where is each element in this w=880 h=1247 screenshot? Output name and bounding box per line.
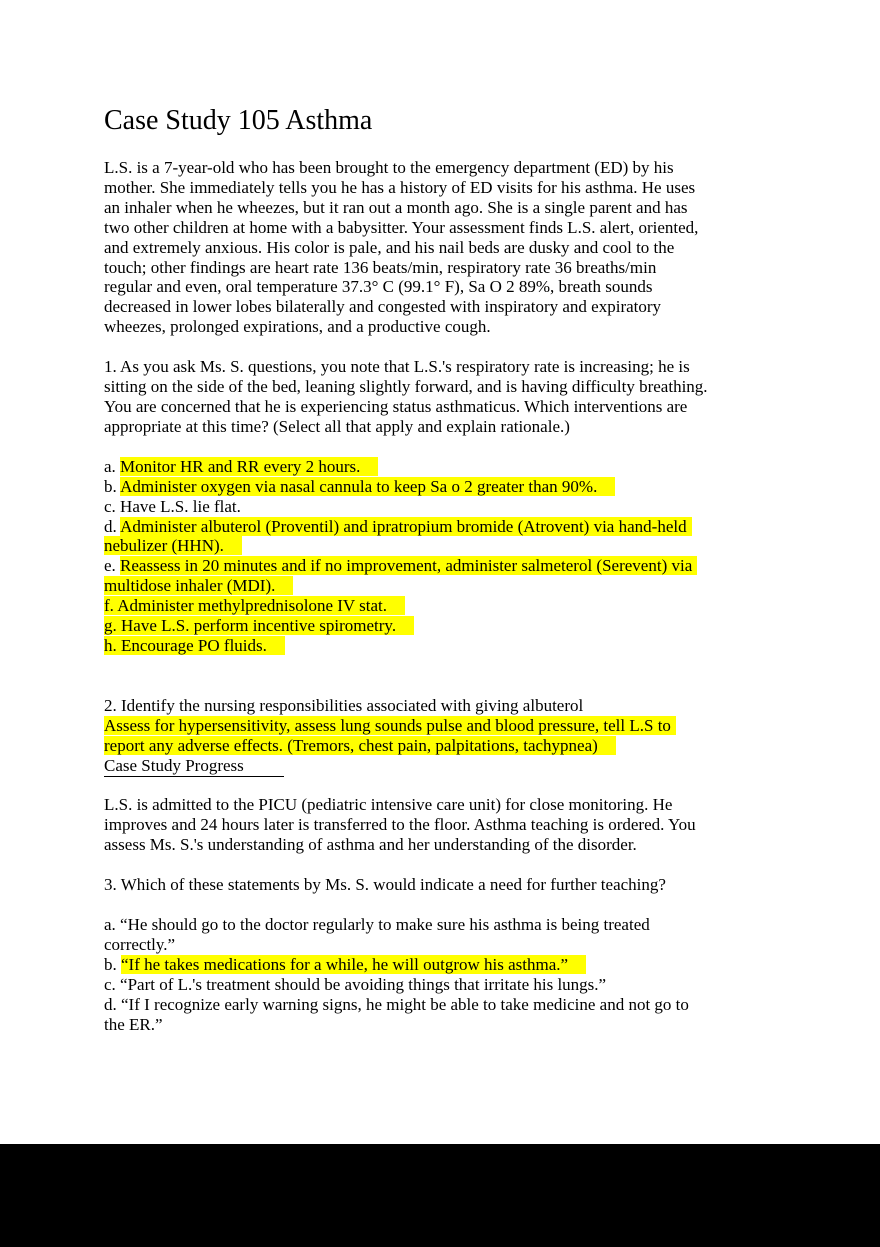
progress-paragraph — [104, 795, 824, 855]
intro-line-5: and extremely anxious. His color is pale, and his nail beds are dusky and cool to the — [104, 237, 675, 257]
question-1-line-4: appropriate at this time? (Select all that apply and explain rationale.) — [104, 416, 570, 436]
option-c: c. Have L.S. lie flat. — [104, 496, 241, 516]
intro-line-3: an inhaler when he wheezes, but it ran out a month ago. She is a single parent and has — [104, 197, 688, 217]
option-e-highlighted-text-1: Reassess in 20 minutes and if no improvement, administer salmeterol (Serevent) via — [120, 556, 697, 575]
intro-line-4: two other children at home with a babysitter. Your assessment finds L.S. alert, oriented, — [104, 217, 699, 237]
q3-option-c: c. “Part of L.'s treatment should be avoiding things that irritate his lungs.” — [104, 974, 607, 994]
question-2-highlighted-answer-2: report any adverse effects. (Tremors, chest pain, palpitations, tachypnea) — [104, 736, 616, 755]
option-d-highlighted-text-1: Administer albuterol (Proventil) and ipratropium bromide (Atrovent) via hand-held — [120, 517, 692, 536]
question-2-block — [104, 696, 824, 776]
q3-option-b-highlighted-text: “If he takes medications for a while, he will outgrow his asthma.” — [121, 955, 586, 974]
question-1-options — [104, 457, 824, 656]
q3-option-d-line-1: d. “If I recognize early warning signs, he might be able to take medicine and not go to — [104, 994, 689, 1014]
question-1-line-3: You are concerned that he is experiencing status asthmaticus. Which interventions are — [104, 396, 688, 416]
progress-line-2: improves and 24 hours later is transferred to the floor. Asthma teaching is ordered. You — [104, 815, 696, 835]
option-b-highlighted-text: Administer oxygen via nasal cannula to keep Sa o 2 greater than 90%. — [120, 477, 615, 496]
option-d-line-2 — [104, 536, 824, 556]
intro-line-9: wheezes, prolonged expirations, and a productive cough. — [104, 317, 491, 337]
option-b — [104, 477, 824, 497]
option-a — [104, 457, 824, 477]
intro-line-6: touch; other findings are heart rate 136 beats/min, respiratory rate 36 breaths/min — [104, 257, 657, 277]
intro-line-1: L.S. is a 7-year-old who has been brought to the emergency department (ED) by his — [104, 158, 674, 177]
progress-line-3: assess Ms. S.'s understanding of asthma and her understanding of the disorder. — [104, 835, 637, 855]
question-3-prompt: 3. Which of these statements by Ms. S. would indicate a need for further teaching? — [104, 875, 666, 895]
option-g — [104, 616, 824, 636]
option-d-highlighted-text-2: nebulizer (HHN). — [104, 536, 242, 555]
intro-paragraph — [104, 158, 824, 337]
option-a-letter: a. — [104, 456, 121, 476]
case-study-progress-underlined-text: Case Study Progress — [104, 756, 284, 777]
option-d-letter: d. — [104, 516, 121, 536]
option-e-line-2 — [104, 576, 824, 596]
question-2-highlighted-answer-1: Assess for hypersensitivity, assess lung sounds pulse and blood pressure, tell L.S to — [104, 716, 676, 735]
question-2-prompt: 2. Identify the nursing responsibilities associated with giving albuterol — [104, 695, 584, 715]
intro-line-7: regular and even, oral temperature 37.3° C (99.1° F), Sa O 2 89%, breath sounds — [104, 277, 653, 297]
option-f-highlighted-text: f. Administer methylprednisolone IV stat. — [104, 596, 405, 615]
question-1-line-2: sitting on the side of the bed, leaning slightly forward, and is having difficulty breathing. — [104, 377, 708, 397]
option-h-highlighted-text: h. Encourage PO fluids. — [104, 636, 285, 655]
page-title: Case Study 105 Asthma — [104, 105, 373, 136]
option-g-highlighted-text: g. Have L.S. perform incentive spirometry. — [104, 616, 414, 635]
q3-option-d-line-2: the ER.” — [104, 1014, 163, 1034]
option-e-line-1 — [104, 556, 824, 576]
option-e-highlighted-text-2: multidose inhaler (MDI). — [104, 576, 293, 595]
q3-option-a-line-2: correctly.” — [104, 935, 176, 954]
q3-option-b — [104, 955, 824, 975]
option-b-letter: b. — [104, 476, 121, 496]
question-1-prompt — [104, 357, 824, 437]
question-2-answer-line-1 — [104, 716, 824, 736]
question-3-prompt-block — [104, 875, 824, 895]
q3-option-b-letter: b. — [104, 954, 121, 974]
option-h — [104, 636, 824, 656]
progress-line-1: L.S. is admitted to the PICU (pediatric intensive care unit) for close monitoring. He — [104, 795, 673, 815]
q3-option-a-line-1: a. “He should go to the doctor regularly to make sure his asthma is being treated — [104, 915, 650, 935]
option-a-highlighted-text: Monitor HR and RR every 2 hours. — [120, 457, 378, 476]
document-content — [104, 0, 824, 1035]
option-d-line-1 — [104, 517, 824, 537]
option-e-letter: e. — [104, 556, 121, 576]
option-f — [104, 596, 824, 616]
case-study-progress-heading — [104, 756, 824, 776]
bottom-black-bar — [0, 1144, 880, 1247]
question-2-answer-line-2 — [104, 736, 824, 756]
question-1-line-1: 1. As you ask Ms. S. questions, you note that L.S.'s respiratory rate is increasing; he is — [104, 357, 690, 377]
intro-line-8: decreased in lower lobes bilaterally and congested with inspiratory and expiratory — [104, 297, 662, 317]
question-3-options — [104, 915, 824, 1034]
intro-line-2: mother. She immediately tells you he has a history of ED visits for his asthma. He uses — [104, 177, 696, 197]
